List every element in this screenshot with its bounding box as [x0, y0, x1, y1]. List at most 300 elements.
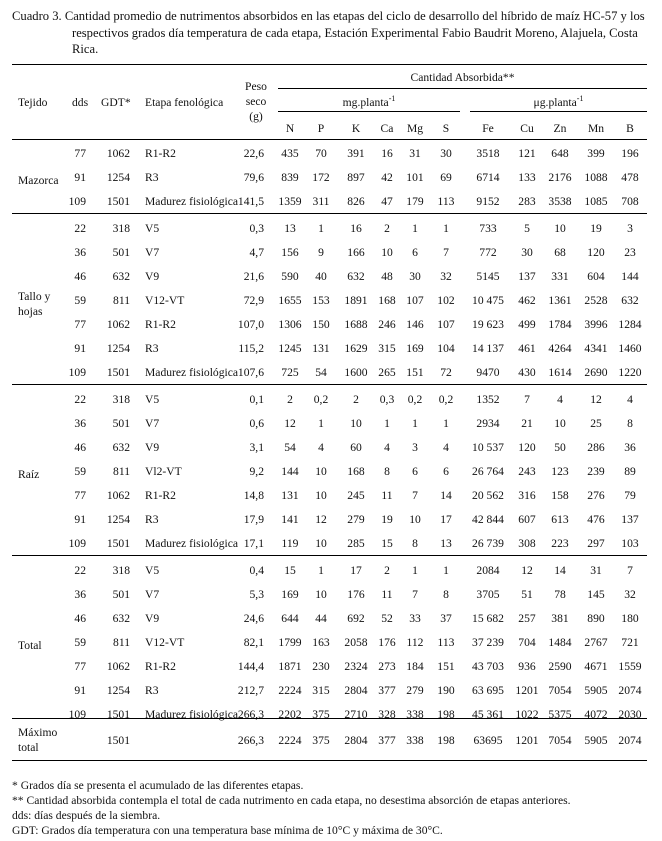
- table-cell: 32: [440, 270, 452, 283]
- table-cell: 936: [518, 660, 536, 673]
- table-cell: 123: [551, 465, 569, 478]
- table-cell: Madurez fisiológica: [145, 537, 239, 550]
- table-cell: 42 844: [472, 513, 504, 526]
- table-cell: 7: [412, 588, 418, 601]
- table-cell: 198: [437, 708, 455, 721]
- table-cell: 316: [518, 489, 536, 502]
- table-cell: 77: [74, 660, 86, 673]
- caption-line-1: Cuadro 3. Cantidad promedio de nutrimentos absorbidos en las etapas del ciclo de desarrollo del híbrido de maíz HC-57 y los: [12, 9, 645, 23]
- table-cell: 1062: [106, 489, 130, 502]
- table-cell: 141,5: [237, 195, 264, 208]
- table-cell: 10 537: [472, 441, 504, 454]
- table-cell: 279: [406, 684, 424, 697]
- header-tejido: Tejido: [18, 96, 48, 109]
- table-cell: 54: [315, 366, 327, 379]
- header-bottom-rule: [12, 139, 647, 140]
- caption-line-2: respectivos grados día temperatura de cada etapa, Estación Experimental Fabio Baudrit Moreno, Alajuela, Costa Rica.: [72, 25, 638, 56]
- table-cell: 82,1: [243, 636, 264, 649]
- table-cell: 151: [437, 660, 455, 673]
- table-cell: 7: [412, 489, 418, 502]
- table-cell: 22,6: [243, 147, 264, 160]
- table-cell: 169: [281, 588, 299, 601]
- table-cell: V12-VT: [145, 636, 185, 649]
- table-cell: 212,7: [237, 684, 264, 697]
- table-cell: 6: [412, 246, 418, 259]
- maximo-label-2: total: [18, 741, 39, 754]
- table-cell: 704: [518, 636, 536, 649]
- table-cell: 462: [518, 294, 536, 307]
- footnote-3: dds: días después de la siembra.: [12, 809, 161, 822]
- table-cell: 59: [74, 636, 86, 649]
- maximo-cell: 7054: [548, 734, 572, 747]
- table-cell: R3: [145, 342, 159, 355]
- table-cell: 1062: [106, 147, 130, 160]
- table-cell: 2: [353, 393, 359, 406]
- table-cell: 14: [554, 564, 566, 577]
- table-cell: 31: [590, 564, 602, 577]
- table-cell: 1254: [106, 684, 130, 697]
- table-cell: 1254: [106, 342, 130, 355]
- table-cell: 10: [381, 246, 393, 259]
- table-cell: 44: [315, 612, 327, 625]
- table-cell: 3: [412, 441, 418, 454]
- table-cell: 1: [412, 564, 418, 577]
- table-cell: 168: [378, 294, 396, 307]
- table-cell: 613: [551, 513, 569, 526]
- table-cell: Madurez fisiológica: [145, 366, 239, 379]
- table-cell: 163: [312, 636, 330, 649]
- table-cell: 22: [74, 222, 86, 235]
- table-cell: 2030: [618, 708, 642, 721]
- table-cell: 15: [284, 564, 296, 577]
- table-cell: Vl2-VT: [145, 465, 182, 478]
- table-cell: 89: [624, 465, 636, 478]
- table-cell: 1306: [278, 318, 302, 331]
- table-cell: 1245: [278, 342, 302, 355]
- table-cell: 478: [621, 171, 639, 184]
- table-cell: 2324: [344, 660, 368, 673]
- table-cell: 1361: [548, 294, 572, 307]
- table-cell: V7: [145, 246, 160, 259]
- table-cell: 0,2: [407, 393, 423, 406]
- table-cell: 5905: [584, 684, 608, 697]
- maximo-cell: 2224: [278, 734, 302, 747]
- table-cell: 17: [440, 513, 452, 526]
- header-nutrient-fe: Fe: [482, 122, 494, 135]
- header-gdt: GDT*: [101, 96, 131, 109]
- table-cell: 501: [112, 588, 130, 601]
- table-cell: 31: [409, 147, 421, 160]
- table-cell: 890: [587, 612, 605, 625]
- table-cell: 146: [406, 318, 424, 331]
- header-nutrient-b: B: [626, 122, 634, 135]
- table-cell: 131: [312, 342, 330, 355]
- table-cell: 151: [406, 366, 424, 379]
- table-cell: 72,9: [243, 294, 264, 307]
- table-cell: 6: [412, 465, 418, 478]
- table-cell: 8: [443, 588, 449, 601]
- table-cell: 1359: [278, 195, 302, 208]
- group-label: Raíz: [18, 468, 40, 481]
- table-cell: 1085: [584, 195, 608, 208]
- table-cell: 13: [284, 222, 296, 235]
- table-cell: 1284: [618, 318, 642, 331]
- header-dds: dds: [72, 96, 89, 109]
- table-cell: 2804: [344, 684, 368, 697]
- table-cell: 1799: [278, 636, 302, 649]
- table-cell: V5: [145, 393, 160, 406]
- table-cell: 0,3: [379, 393, 395, 406]
- table-cell: 0,3: [249, 222, 264, 235]
- table-cell: 10: [315, 465, 327, 478]
- table-cell: 91: [74, 684, 86, 697]
- table-cell: 725: [281, 366, 299, 379]
- table-cell: 79: [624, 489, 636, 502]
- table-cell: 1254: [106, 171, 130, 184]
- table-cell: 391: [347, 147, 365, 160]
- table-cell: 33: [409, 612, 421, 625]
- table-cell: 1891: [344, 294, 368, 307]
- table-cell: 14: [440, 489, 452, 502]
- group-separator: [12, 384, 647, 385]
- table-cell: 68: [554, 246, 566, 259]
- table-cell: 11: [381, 489, 393, 502]
- maximo-cell: 2074: [618, 734, 642, 747]
- table-cell: 42: [381, 171, 393, 184]
- table-cell: 1088: [584, 171, 608, 184]
- header-cantidad-absorbida: Cantidad Absorbida**: [410, 71, 515, 84]
- table-cell: 632: [112, 270, 130, 283]
- table-cell: 59: [74, 465, 86, 478]
- table-cell: 109: [68, 195, 86, 208]
- table-cell: 36: [74, 417, 86, 430]
- table-cell: 2176: [548, 171, 572, 184]
- table-cell: 21,6: [243, 270, 264, 283]
- table-cell: 331: [551, 270, 569, 283]
- table-cell: 2767: [584, 636, 608, 649]
- table-cell: V5: [145, 222, 160, 235]
- table-cell: V5: [145, 564, 160, 577]
- table-cell: 91: [74, 342, 86, 355]
- table-cell: 1559: [618, 660, 642, 673]
- table-cell: 1022: [515, 708, 539, 721]
- table-cell: 113: [437, 636, 455, 649]
- table-cell: 22: [74, 393, 86, 406]
- table-cell: 318: [112, 393, 130, 406]
- table-cell: V9: [145, 270, 160, 283]
- table-cell: 286: [587, 441, 605, 454]
- table-cell: 60: [350, 441, 362, 454]
- table-cell: 3996: [584, 318, 608, 331]
- table-cell: 13: [440, 537, 452, 550]
- table-cell: 45 361: [472, 708, 504, 721]
- maximo-cell: 1201: [515, 734, 539, 747]
- table-cell: 25: [590, 417, 602, 430]
- table-cell: 109: [68, 537, 86, 550]
- table-cell: 14 137: [472, 342, 504, 355]
- table-cell: 1784: [548, 318, 572, 331]
- table-cell: 590: [281, 270, 299, 283]
- table-cell: 158: [551, 489, 569, 502]
- table-cell: 245: [347, 489, 365, 502]
- table-cell: 0,2: [438, 393, 454, 406]
- header-nutrient-p: P: [317, 122, 325, 135]
- table-cell: 37: [440, 612, 452, 625]
- table-cell: 0,4: [249, 564, 264, 577]
- table-cell: 5145: [476, 270, 500, 283]
- table-cell: 17,1: [243, 537, 264, 550]
- table-cell: V7: [145, 588, 160, 601]
- table-cell: 24,6: [243, 612, 264, 625]
- table-cell: 78: [554, 588, 566, 601]
- table-cell: 141: [281, 513, 299, 526]
- table-cell: 318: [112, 564, 130, 577]
- table-cell: Madurez fisiológica: [145, 708, 239, 721]
- table-caption: [12, 8, 654, 58]
- table-cell: 1: [443, 222, 449, 235]
- table-cell: 381: [551, 612, 569, 625]
- table-cell: 7054: [548, 684, 572, 697]
- table-cell: 15: [381, 537, 393, 550]
- mg-unit-text: mg.planta: [342, 95, 389, 109]
- table-cell: 184: [406, 660, 424, 673]
- table-cell: 36: [624, 441, 636, 454]
- table-cell: 230: [312, 660, 330, 673]
- table-cell: 811: [113, 294, 130, 307]
- table-cell: 47: [381, 195, 393, 208]
- table-cell: 1501: [106, 195, 130, 208]
- table-cell: 144: [621, 270, 639, 283]
- table-cell: 22: [74, 564, 86, 577]
- table-cell: 1484: [548, 636, 572, 649]
- table-cell: 1352: [476, 393, 500, 406]
- table-cell: 26 764: [472, 465, 504, 478]
- table-cell: 721: [621, 636, 639, 649]
- header-nutrient-n: N: [285, 122, 295, 135]
- table-cell: 72: [440, 366, 452, 379]
- table-cell: 3518: [476, 147, 500, 160]
- table-cell: V9: [145, 441, 160, 454]
- table-cell: 246: [378, 318, 396, 331]
- table-cell: 4,7: [249, 246, 264, 259]
- table-cell: 150: [312, 318, 330, 331]
- table-cell: 11: [381, 588, 393, 601]
- table-cell: 2590: [548, 660, 572, 673]
- table-cell: 19 623: [472, 318, 504, 331]
- table-cell: 179: [406, 195, 424, 208]
- table-cell: 70: [315, 147, 327, 160]
- table-cell: 1614: [548, 366, 572, 379]
- header-peso-3: (g): [249, 110, 263, 123]
- cantidad-underline: [278, 88, 647, 89]
- table-cell: 91: [74, 171, 86, 184]
- table-cell: 2690: [584, 366, 608, 379]
- table-cell: 144,4: [237, 660, 264, 673]
- table-cell: 632: [347, 270, 365, 283]
- table-cell: 733: [479, 222, 497, 235]
- table-cell: 632: [112, 612, 130, 625]
- table-cell: 607: [518, 513, 536, 526]
- table-cell: 772: [479, 246, 497, 259]
- table-cell: 276: [587, 489, 605, 502]
- table-cell: 112: [406, 636, 424, 649]
- maximo-cell: 2804: [344, 734, 368, 747]
- table-cell: 1201: [515, 684, 539, 697]
- table-cell: 59: [74, 294, 86, 307]
- table-cell: 5375: [548, 708, 572, 721]
- table-cell: 40: [315, 270, 327, 283]
- table-cell: 826: [347, 195, 365, 208]
- table-cell: V12-VT: [145, 294, 185, 307]
- table-cell: 239: [587, 465, 605, 478]
- maximo-cell: 377: [378, 734, 396, 747]
- table-cell: 121: [518, 147, 536, 160]
- table-cell: 54: [284, 441, 296, 454]
- table-cell: 8: [627, 417, 633, 430]
- table-cell: 8: [412, 537, 418, 550]
- table-cell: 6: [443, 465, 449, 478]
- table-cell: 399: [587, 147, 605, 160]
- table-cell: 9470: [476, 366, 500, 379]
- table-cell: 897: [347, 171, 365, 184]
- table-cell: 461: [518, 342, 536, 355]
- table-cell: 48: [381, 270, 393, 283]
- top-rule: [12, 64, 647, 65]
- table-cell: 2: [384, 564, 390, 577]
- table-cell: 46: [74, 270, 86, 283]
- table-cell: 2202: [278, 708, 302, 721]
- table-cell: 243: [518, 465, 536, 478]
- table-cell: 26 739: [472, 537, 504, 550]
- table-cell: 109: [68, 366, 86, 379]
- table-cell: 1: [318, 564, 324, 577]
- table-cell: 168: [347, 465, 365, 478]
- table-cell: 10: [554, 417, 566, 430]
- table-cell: 79,6: [243, 171, 264, 184]
- table-cell: 1: [443, 417, 449, 430]
- mg-underline: [278, 111, 460, 112]
- maximo-cell: 198: [437, 734, 455, 747]
- group-separator: [12, 213, 647, 214]
- table-cell: 137: [518, 270, 536, 283]
- table-cell: 17: [350, 564, 362, 577]
- table-cell: 91: [74, 513, 86, 526]
- table-cell: 1254: [106, 513, 130, 526]
- table-cell: 1: [412, 417, 418, 430]
- table-cell: 77: [74, 489, 86, 502]
- maximo-cell: 375: [312, 734, 330, 747]
- header-nutrient-mn: Mn: [587, 122, 605, 135]
- table-cell: 223: [551, 537, 569, 550]
- table-cell: 52: [381, 612, 393, 625]
- table-cell: 1: [318, 222, 324, 235]
- maximo-cell: 338: [406, 734, 424, 747]
- table-cell: 4: [557, 393, 563, 406]
- table-cell: 257: [518, 612, 536, 625]
- table-cell: 10: [409, 513, 421, 526]
- table-cell: 166: [347, 246, 365, 259]
- table-cell: 4072: [584, 708, 608, 721]
- table-cell: 9,2: [249, 465, 264, 478]
- table-cell: 315: [378, 342, 396, 355]
- table-cell: 1629: [344, 342, 368, 355]
- table-cell: 21: [521, 417, 533, 430]
- maximo-cell: 63695: [473, 734, 503, 747]
- maximo-cell: 5905: [584, 734, 608, 747]
- table-cell: 10: [554, 222, 566, 235]
- table-cell: 1062: [106, 318, 130, 331]
- table-cell: 30: [521, 246, 533, 259]
- table-cell: 7: [627, 564, 633, 577]
- table-cell: 19: [590, 222, 602, 235]
- table-cell: 1062: [106, 660, 130, 673]
- group-separator: [12, 555, 647, 556]
- table-cell: 3705: [476, 588, 500, 601]
- table-cell: 103: [621, 537, 639, 550]
- table-cell: 12: [590, 393, 602, 406]
- table-cell: 1: [318, 417, 324, 430]
- table-cell: 1871: [278, 660, 302, 673]
- table-cell: 104: [437, 342, 455, 355]
- group-label: Tallo y: [18, 290, 51, 303]
- maximo-gdt: 1501: [106, 734, 130, 747]
- table-cell: 501: [112, 417, 130, 430]
- table-cell: 0,6: [249, 417, 264, 430]
- maximo-label-1: Máximo: [18, 726, 58, 739]
- table-cell: 648: [551, 147, 569, 160]
- table-cell: 180: [621, 612, 639, 625]
- table-cell: 377: [378, 684, 396, 697]
- table-cell: 4341: [584, 342, 608, 355]
- table-cell: 1: [412, 222, 418, 235]
- table-cell: R1-R2: [145, 147, 176, 160]
- table-cell: 190: [437, 684, 455, 697]
- table-cell: 2528: [584, 294, 608, 307]
- table-cell: 375: [312, 708, 330, 721]
- table-cell: 644: [281, 612, 299, 625]
- table-cell: 5: [524, 222, 530, 235]
- table-cell: 119: [281, 537, 299, 550]
- table-cell: 1501: [106, 366, 130, 379]
- table-cell: 1460: [618, 342, 642, 355]
- table-cell: 156: [281, 246, 299, 259]
- table-cell: 10: [315, 537, 327, 550]
- table-cell: 308: [518, 537, 536, 550]
- table-cell: 10: [315, 489, 327, 502]
- table-cell: 107: [406, 294, 424, 307]
- group-label: Total: [18, 639, 42, 652]
- maximo-top-rule: [12, 718, 647, 719]
- table-cell: 17,9: [243, 513, 264, 526]
- table-cell: 107,0: [237, 318, 264, 331]
- table-cell: 63 695: [472, 684, 504, 697]
- table-cell: R1-R2: [145, 489, 176, 502]
- header-mg-unit: [278, 94, 460, 109]
- maximo-cell: 266,3: [237, 734, 264, 747]
- ug-unit-text: μg.planta: [533, 95, 577, 109]
- table-cell: 153: [312, 294, 330, 307]
- header-nutrient-ca: Ca: [380, 122, 394, 135]
- table-cell: 2710: [344, 708, 368, 721]
- table-cell: 51: [521, 588, 533, 601]
- table-cell: Madurez fisiológica: [145, 195, 239, 208]
- table-cell: 839: [281, 171, 299, 184]
- table-cell: 4: [318, 441, 324, 454]
- table-cell: 1501: [106, 708, 130, 721]
- table-cell: 137: [621, 513, 639, 526]
- table-cell: 1600: [344, 366, 368, 379]
- table-cell: 1220: [618, 366, 642, 379]
